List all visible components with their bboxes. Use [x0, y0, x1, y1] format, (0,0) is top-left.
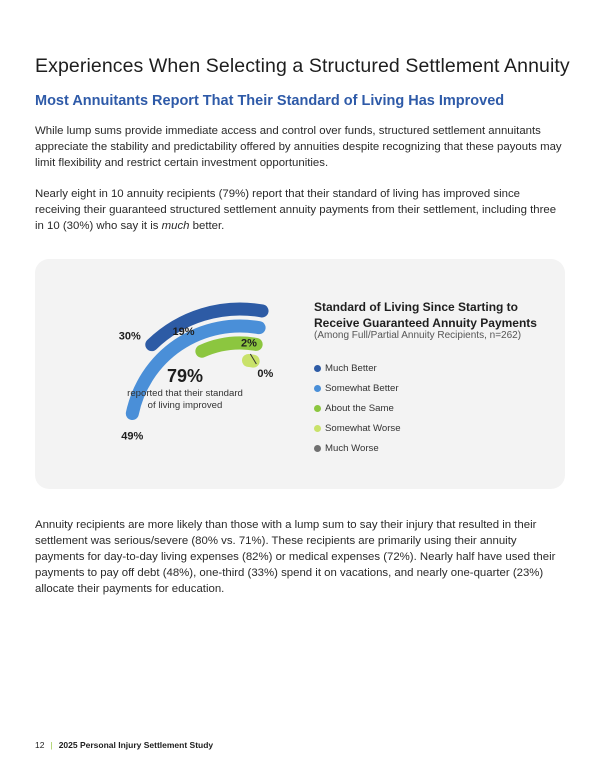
finding-emphasis: much: [161, 220, 190, 232]
legend-item: [314, 438, 401, 458]
page-number: 12: [35, 740, 45, 750]
legend-item: [314, 358, 401, 378]
finding-paragraph: [35, 186, 567, 234]
value-label-somewhat-worse: 2%: [241, 337, 257, 350]
legend-swatch: [314, 365, 321, 372]
chart-title: [314, 299, 544, 331]
bar-somewhat-worse: [248, 360, 253, 361]
value-label-much-worse: 0%: [257, 367, 274, 380]
legend-swatch: [314, 445, 321, 452]
chart-title-line2: Receive Guaranteed Annuity Payments: [314, 316, 537, 330]
usage-paragraph: Annuity recipients are more likely than those with a lump sum to say their injury that resulted in their settlement was serious/severe (80% vs. 71%). These recipients are primarily using their annuity payments for day-to-day living expenses (82%) or medical expenses (72%). Nearly half have used their payments to pay off debt (48%), one-third (33%) spend it on vacations, and nearly one-quarter (23%) allocate their payments for education.: [35, 519, 556, 595]
page-footer: [35, 740, 213, 750]
legend-item: [314, 378, 401, 398]
value-label-somewhat-better: 49%: [121, 430, 144, 443]
value-label-about-the-same: 19%: [172, 325, 195, 338]
highlight-caption-line1: reported that their standard: [127, 388, 243, 399]
highlight-value: 79%: [166, 366, 204, 386]
finding-text: Nearly eight in 10 annuity recipients (79%) report that their standard of living has improved since receiving their guaranteed structured settlement annuity payments from their settlement, including three in 10 (30%) who say it is: [35, 188, 557, 232]
intro-paragraph: While lump sums provide immediate access and control over funds, structured settlement annuitants appreciate the stability and predictability offered by annuities despite recognizing that these payouts may limit flexibility and restrict certain investment opportunities.: [35, 125, 562, 169]
study-name: 2025 Personal Injury Settlement Study: [58, 740, 214, 750]
legend-swatch: [314, 425, 321, 432]
legend-item: [314, 398, 401, 418]
highlight-caption: [120, 388, 250, 412]
legend-label: Somewhat Better: [325, 382, 399, 394]
page-title: Experiences When Selecting a Structured Settlement Annuity: [35, 55, 570, 77]
legend-label: Somewhat Worse: [325, 422, 401, 434]
chart-subtitle: (Among Full/Partial Annuity Recipients, n=262): [314, 330, 522, 341]
legend-label: About the Same: [325, 402, 394, 414]
legend-label: Much Worse: [325, 442, 379, 454]
legend-item: [314, 418, 401, 438]
section-subheading: Most Annuitants Report That Their Standard of Living Has Improved: [35, 93, 505, 109]
legend-swatch: [314, 405, 321, 412]
legend-label: Much Better: [325, 362, 377, 374]
finding-text-end: better.: [189, 220, 225, 232]
footer-separator: |: [50, 740, 53, 750]
value-label-much-better: 30%: [118, 330, 141, 343]
chart-title-line1: Standard of Living Since Starting to: [314, 300, 519, 314]
chart-panel: [35, 259, 565, 489]
legend-swatch: [314, 385, 321, 392]
legend: [314, 358, 401, 458]
highlight-caption-line2: of living improved: [147, 400, 223, 411]
